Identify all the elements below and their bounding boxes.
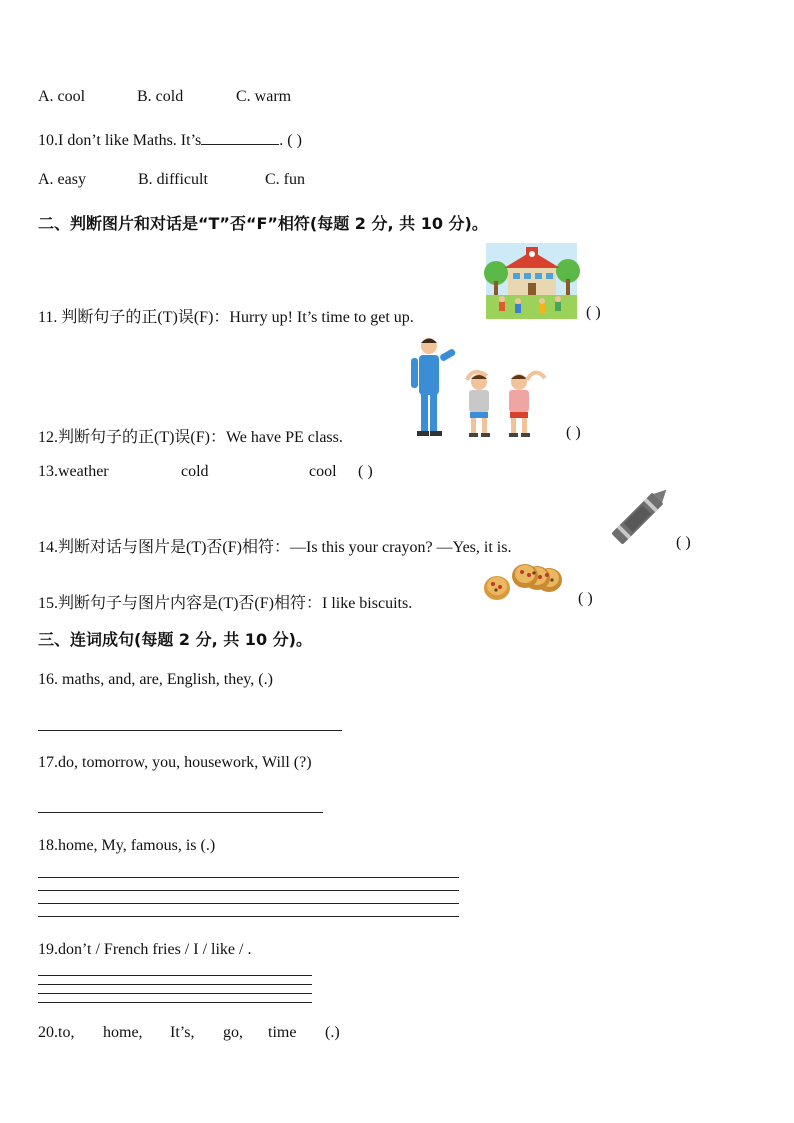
question-19: 19.don’t / French fries / I / like / .	[38, 941, 252, 958]
question-15: 15.判断句子与图片内容是(T)否(F)相符：I like biscuits.	[38, 595, 413, 612]
question-10-text: 10.I don’t like Maths. It’s	[38, 132, 202, 149]
question-18: 18.home, My, famous, is (.)	[38, 837, 216, 854]
answer-line[interactable]	[38, 916, 459, 917]
answer-line[interactable]	[38, 730, 342, 731]
question-10	[38, 130, 302, 150]
answer-line[interactable]	[38, 975, 312, 976]
question-10-paren: . ( )	[279, 132, 302, 149]
question-14: 14.判断对话与图片是(T)否(F)相符：—Is this your crayon? —Yes, it is.	[38, 539, 512, 556]
answer-line[interactable]	[38, 812, 323, 813]
answer-blank[interactable]	[201, 130, 279, 145]
question-13-word-2: cold	[181, 463, 209, 480]
answer-line[interactable]	[38, 890, 459, 891]
q10-option-b: B. difficult	[138, 171, 208, 188]
question-16: 16. maths, and, are, English, they, (.)	[38, 671, 273, 688]
answer-line[interactable]	[38, 993, 312, 994]
question-14-paren[interactable]: ( )	[676, 534, 691, 551]
q9-option-b: B. cold	[137, 88, 184, 105]
question-11-paren[interactable]: ( )	[586, 304, 601, 321]
q10-option-a: A. easy	[38, 171, 86, 188]
q9-option-c: C. warm	[236, 88, 292, 105]
school-scene-image	[486, 243, 577, 319]
question-13-word-3: cool	[309, 463, 337, 480]
question-20-word-2: home,	[103, 1024, 143, 1041]
q10-option-c: C. fun	[265, 171, 305, 188]
answer-line[interactable]	[38, 1002, 312, 1003]
question-20-word-6: (.)	[325, 1024, 340, 1041]
question-13-word-1: 13.weather	[38, 463, 109, 480]
question-20-word-3: It’s,	[170, 1024, 195, 1041]
answer-line[interactable]	[38, 903, 459, 904]
answer-line[interactable]	[38, 877, 459, 878]
question-20-word-5: time	[268, 1024, 297, 1041]
question-20-word-4: go,	[223, 1024, 243, 1041]
question-12: 12.判断句子的正(T)误(F)：We have PE class.	[38, 429, 343, 446]
answer-line[interactable]	[38, 984, 312, 985]
question-20-word-1: 20.to,	[38, 1024, 75, 1041]
question-15-paren[interactable]: ( )	[578, 590, 593, 607]
question-13-paren[interactable]: ( )	[358, 463, 373, 480]
q9-option-a: A. cool	[38, 88, 86, 105]
section-3-title: 三、连词成句(每题 2 分, 共 10 分)。	[38, 630, 312, 649]
question-11: 11. 判断句子的正(T)误(F)：Hurry up! It’s time to get up.	[38, 309, 414, 326]
biscuits-image	[483, 562, 565, 602]
crayon-image	[608, 491, 664, 549]
section-2-title: 二、判断图片和对话是“T”否“F”相符(每题 2 分, 共 10 分)。	[38, 214, 488, 233]
question-17: 17.do, tomorrow, you, housework, Will (?)	[38, 754, 312, 771]
question-12-paren[interactable]: ( )	[566, 424, 581, 441]
exercise-scene-image	[407, 336, 552, 440]
